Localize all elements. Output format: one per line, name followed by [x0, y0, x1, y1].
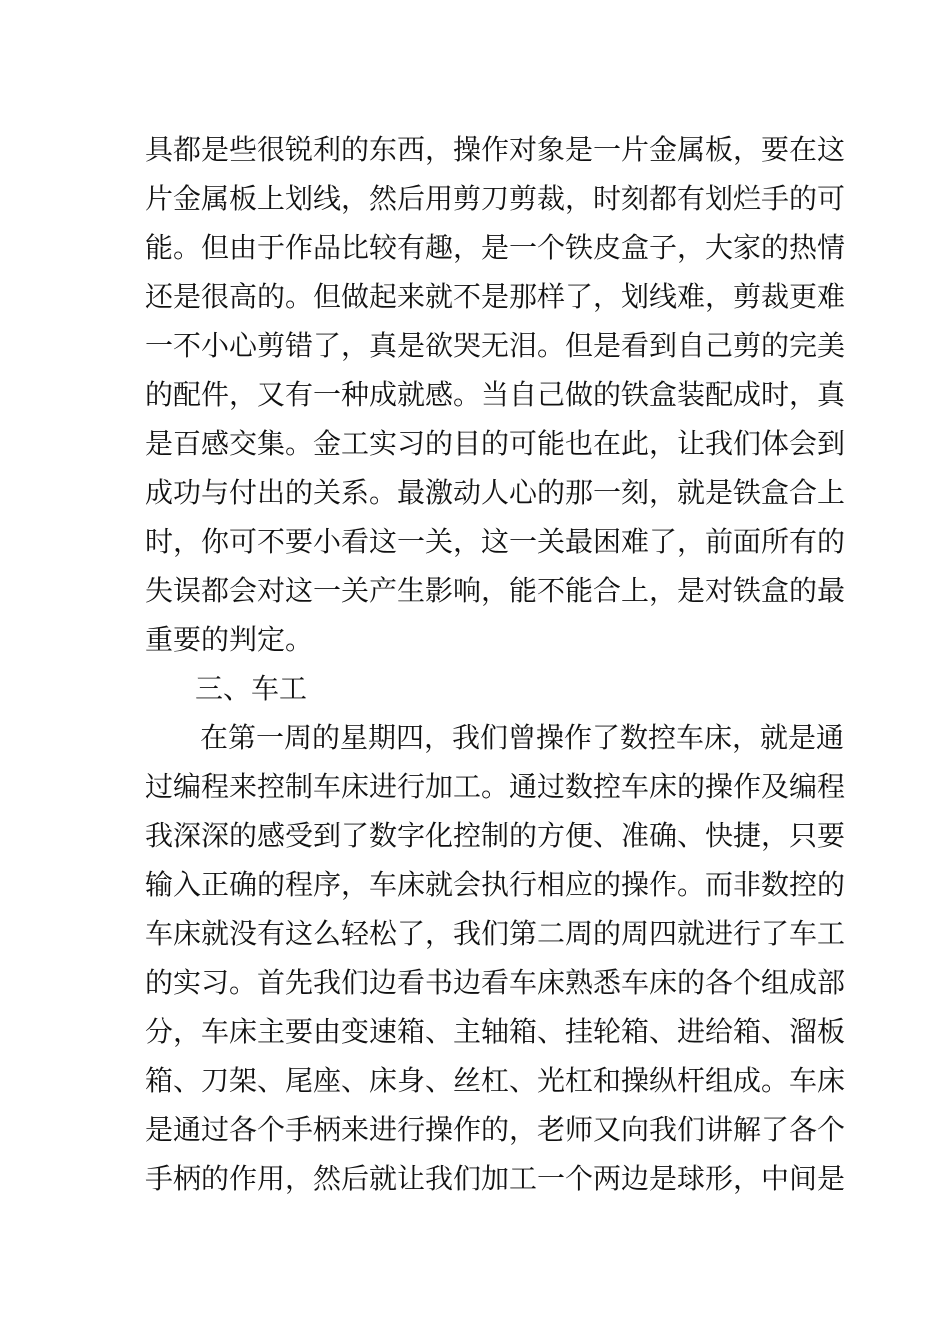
- paragraph-1-line-2: 片金属板上划线，然后用剪刀剪裁，时刻都有划烂手的可: [145, 182, 846, 215]
- paragraph-1-line-8: 成功与付出的关系。最激动人心的那一刻，就是铁盒合上: [145, 476, 846, 509]
- paragraph-2-line-1: 在第一周的星期四，我们曾操作了数控车床，就是通: [200, 721, 845, 754]
- paragraph-2-line-5: 车床就没有这么轻松了，我们第二周的周四就进行了车工: [145, 917, 846, 950]
- paragraph-2-line-9: 是通过各个手柄来进行操作的，老师又向我们讲解了各个: [145, 1113, 846, 1146]
- paragraph-1-line-1: 具都是些很锐利的东西，操作对象是一片金属板，要在这: [145, 133, 846, 166]
- paragraph-1-line-4: 还是很高的。但做起来就不是那样了，划线难，剪裁更难: [145, 280, 846, 313]
- paragraph-2-line-7: 分，车床主要由变速箱、主轴箱、挂轮箱、进给箱、溜板: [145, 1015, 846, 1048]
- paragraph-2-line-10: 手柄的作用，然后就让我们加工一个两边是球形，中间是: [145, 1162, 846, 1195]
- paragraph-2-line-6: 的实习。首先我们边看书边看车床熟悉车床的各个组成部: [145, 966, 846, 999]
- paragraph-2-line-3: 我深深的感受到了数字化控制的方便、准确、快捷，只要: [145, 819, 846, 852]
- paragraph-1-line-6: 的配件，又有一种成就感。当自己做的铁盒装配成时，真: [145, 378, 846, 411]
- section-heading: 三、车工: [195, 672, 308, 705]
- paragraph-1-line-7: 是百感交集。金工实习的目的可能也在此，让我们体会到: [145, 427, 846, 460]
- paragraph-2-line-4: 输入正确的程序，车床就会执行相应的操作。而非数控的: [145, 868, 846, 901]
- paragraph-1-line-11: 重要的判定。: [145, 623, 314, 656]
- paragraph-1-line-5: 一不小心剪错了，真是欲哭无泪。但是看到自己剪的完美: [145, 329, 846, 362]
- paragraph-1-line-10: 失误都会对这一关产生影响，能不能合上，是对铁盒的最: [145, 574, 846, 607]
- paragraph-2-line-2: 过编程来控制车床进行加工。通过数控车床的操作及编程: [145, 770, 846, 803]
- paragraph-1-line-9: 时，你可不要小看这一关，这一关最困难了，前面所有的: [145, 525, 846, 558]
- paragraph-2-line-8: 箱、刀架、尾座、床身、丝杠、光杠和操纵杆组成。车床: [145, 1064, 846, 1097]
- paragraph-1-line-3: 能。但由于作品比较有趣，是一个铁皮盒子，大家的热情: [145, 231, 846, 264]
